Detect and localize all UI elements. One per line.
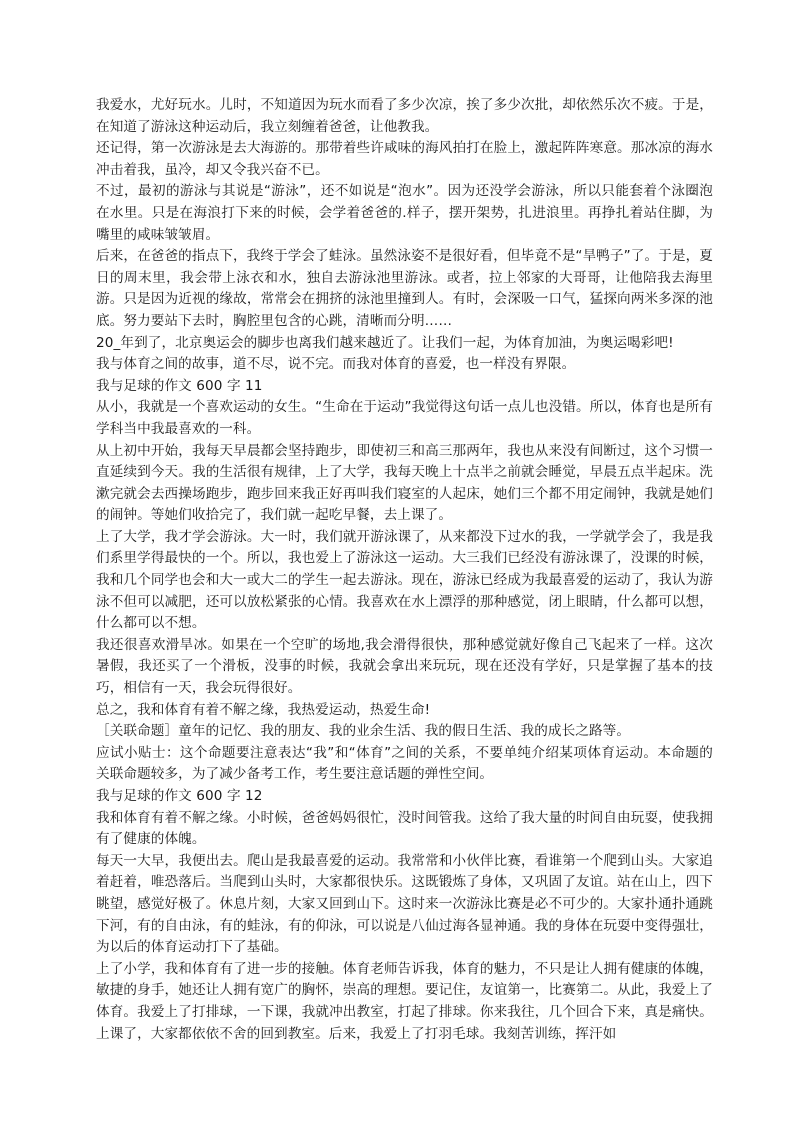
paragraph-primary-school: 上了小学，我和体育有了进一步的接触。体育老师告诉我，体育的魅力，不只是让人拥有健康的体魄，敏捷的身手，她还让人拥有宽广的胸怀，崇高的理想。要记住，友谊第一，比赛第二。从此，我爱上了体育。我爱上了打排球，一下课，我就冲出教室，打起了排球。你来我往，几个回合下来，真是痛快。上课了，大家都依依不舍的回到教室。后来，我爱上了打羽毛球。我刻苦训练，挥汗如 (96, 960, 713, 1042)
paragraph-childhood-bond: 我和体育有着不解之缘。小时候，爸爸妈妈很忙，没时间管我。这给了我大量的时间自由玩耍，使我拥有了健康的体魄。 (96, 809, 713, 848)
essay-title-11: 我与足球的作文 600 字 11 (96, 377, 263, 394)
paragraph-olympics: 20_年到了，北京奥运会的脚步也离我们越来越近了。让我们一起，为体育加油，为奥运喝彩吧! (96, 334, 674, 351)
paragraph-swimming-intro: 我爱水，尤好玩水。儿时，不知道因为玩水而看了多少次凉，挨了多少次批，却依然乐次不疲。于是，在知道了游泳这种运动后，我立刻缠着爸爸，让他教我。 (96, 97, 713, 135)
paragraph-soaking-in-water: 不过，最初的游泳与其说是“游泳”，还不如说是“泡水”。因为还没学会游泳，所以只能套着个泳圈泡在水里。只是在海浪打下来的时候，会学着爸爸的.样子，摆开架势，扎进浪里。再挣扎着站住脚，为嘴里的咸味皱皱眉。 (96, 183, 713, 243)
paragraph-mountain-climbing: 每天一大早，我便出去。爬山是我最喜爱的运动。我常常和小伙伴比赛，看谁第一个爬到山头。大家追着赶着，唯恐落后。当爬到山头时，大家都很快乐。这既锻炼了身体，又巩固了友谊。站在山上，四下眺望，感觉好极了。休息片刻，大家又回到山下。这时来一次游泳比赛是必不可少的。大家扑通扑通跳下河，有的自由泳，有的蛙泳，有的仰泳，可以说是八仙过海各显神通。我的身体在玩耍中变得强壮，为以后的体育运动打下了基础。 (96, 852, 713, 956)
paragraph-learning-breaststroke: 后来，在爸爸的指点下，我终于学会了蛙泳。虽然泳姿不是很好看，但毕竟不是“旱鸭子”了。于是，夏日的周末里，我会带上泳衣和水，独自去游泳池里游泳。或者，拉上邻家的大哥哥，让他陪我去海里游。只是因为近视的缘故，常常会在拥挤的泳池里撞到人。有时，会深吸一口气，猛探向两米多深的池底。努力要站下去时，胸腔里包含的心跳，清晰而分明…… (96, 248, 713, 329)
paragraph-related-topics: ［关联命题］童年的记忆、我的朋友、我的业余生活、我的假日生活、我的成长之路等。 (96, 723, 631, 740)
paragraph-college-swimming: 上了大学，我才学会游泳。大一时，我们就开游泳课了，从来都没下过水的我，一学就学会了，我是我们系里学得最快的一个。所以，我也爱上了游泳这一运动。大三我们已经没有游泳课了，没课的时候，我和几个同学也会和大一或大二的学生一起去游泳。现在，游泳已经成为我最喜爱的运动了，我认为游泳不但可以减肥，还可以放松紧张的心情。我喜欢在水上漂浮的那种感觉，闭上眼睛，什么都可以想，什么都可以不想。 (96, 528, 713, 632)
document-page (96, 95, 713, 1045)
essay-title-12: 我与足球的作文 600 字 12 (96, 788, 263, 804)
paragraph-morning-running: 从上初中开始，我每天早晨都会坚持跑步，即使初三和高三那两年，我也从来没有间断过，这个习惯一直延续到今天。我的生活很有规律，上了大学，我每天晚上十点半之前就会睡觉，早晨五点半起床。洗漱完就会去西操场跑步，跑步回来我正好再叫我们寝室的人起床，她们三个都不用定闹钟，我就是她们的闹钟。等她们收拾完了，我们就一起吃早餐，去上课了。 (96, 442, 713, 524)
paragraph-conclusion: 我与体育之间的故事，道不尽，说不完。而我对体育的喜爱，也一样没有界限。 (96, 356, 576, 373)
paragraph-roller-skating: 我还很喜欢滑旱冰。如果在一个空旷的场地,我会滑得很快，那种感觉就好像自己飞起来了一样。这次暑假，我还买了一个滑板，没事的时候，我就会拿出来玩玩，现在还没有学好，只是掌握了基本的技巧，相信有一天，我会玩得很好。 (96, 636, 713, 697)
paragraph-summary: 总之，我和体育有着不解之缘，我热爱运动，热爱生命! (96, 701, 431, 718)
paragraph-love-sports: 从小，我就是一个喜欢运动的女生。“生命在于运动”我觉得这句话一点儿也没错。所以，体育也是所有学科当中我最喜欢的一科。 (96, 399, 713, 437)
paragraph-exam-tips: 应试小贴士：这个命题要注意表达“我”和“体育”之间的关系，不要单纯介绍某项体育运动。本命题的关联命题较多，为了减少备考工作，考生要注意话题的弹性空间。 (96, 744, 713, 783)
paragraph-first-sea-swim: 还记得，第一次游泳是去大海游的。那带着些许咸味的海风拍打在脸上，激起阵阵寒意。那冰凉的海水冲击着我，虽冷，却又令我兴奋不已。 (96, 140, 713, 178)
